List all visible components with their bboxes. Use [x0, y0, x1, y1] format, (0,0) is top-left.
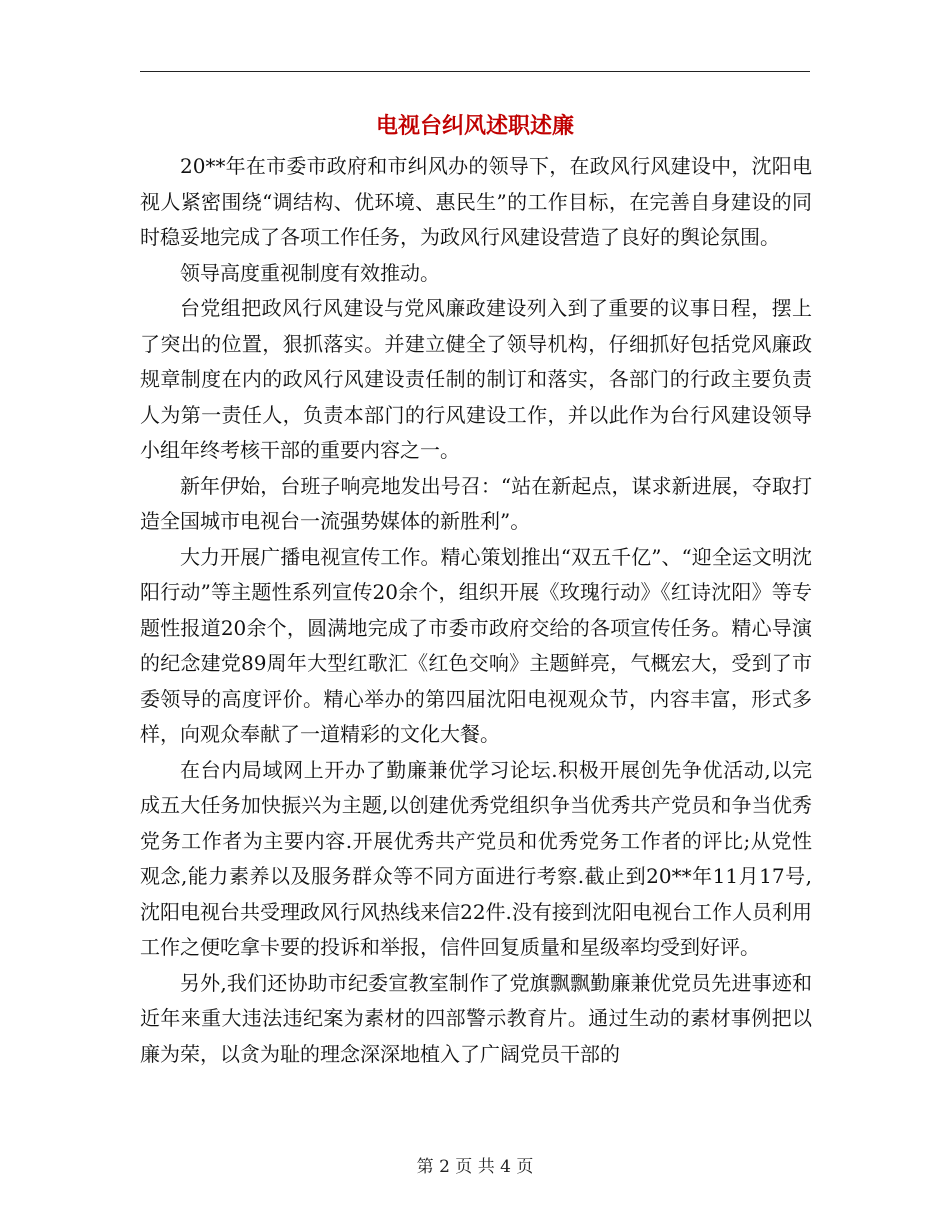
paragraph-3: 台党组把政风行风建设与党风廉政建设列入到了重要的议事日程，摆上了突出的位置，狠抓落实。并建立健全了领导机构，仔细抓好包括党风廉政规章制度在内的政风行风建设责任制的制订和落实，各部门的行政主要负责人为第一责任人，负责本部门的行风建设工作，并以此作为台行风建设领导小组年终考核干部的重要内容之一。 — [140, 296, 812, 462]
paragraph-5: 大力开展广播电视宣传工作。精心策划推出“双五千亿”、“迎全运文明沈阳行动”等主题性系列宣传20余个，组织开展《玫瑰行动》《红诗沈阳》等专题性报道20余个，圆满地完成了市委市政府交给的各项宣传任务。精心导演的纪念建党89周年大型红歌汇《红色交响》主题鲜亮，气概宏大，受到了市委领导的高度评价。精心举办的第四届沈阳电视观众节，内容丰富，形式多样，向观众奉献了一道精彩的文化大餐。 — [140, 544, 812, 746]
paragraph-6: 在台内局域网上开办了勤廉兼优学习论坛.积极开展创先争优活动,以完成五大任务加快振兴为主题,以创建优秀党组织争当优秀共产党员和争当优秀党务工作者为主要内容.开展优秀共产党员和优秀党务工作者的评比;从党性观念,能力素养以及服务群众等不同方面进行考察.截止到20**年11月17号,沈阳电视台共受理政风行风热线来信22件.没有接到沈阳电视台工作人员利用工作之便吃拿卡要的投诉和举报，信件回复质量和星级率均受到好评。 — [140, 757, 812, 959]
paragraph-2: 领导高度重视制度有效推动。 — [180, 260, 440, 285]
paragraph-4: 新年伊始，台班子响亮地发出号召：“站在新起点，谋求新进展，夺取打造全国城市电视台一流强势媒体的新胜利”。 — [140, 473, 812, 533]
paragraph-1: 20**年在市委市政府和市纠风办的领导下，在政风行风建设中，沈阳电视人紧密围绕“调结构、优环境、惠民生”的工作目标，在完善自身建设的同时稳妥地完成了各项工作任务，为政风行风建设营造了良好的舆论氛围。 — [140, 154, 812, 249]
header-rule — [140, 71, 810, 72]
document-title: 电视台纠风述职述廉 — [375, 113, 574, 139]
document-body — [140, 149, 812, 1072]
page-number: 第 2 页 共 4 页 — [416, 1157, 534, 1177]
paragraph-7: 另外,我们还协助市纪委宣教室制作了党旗飘飘勤廉兼优党员先进事迹和近年来重大违法违纪案为素材的四部警示教育片。通过生动的素材事例把以廉为荣，以贪为耻的理念深深地植入了广阔党员干部的 — [140, 970, 812, 1066]
